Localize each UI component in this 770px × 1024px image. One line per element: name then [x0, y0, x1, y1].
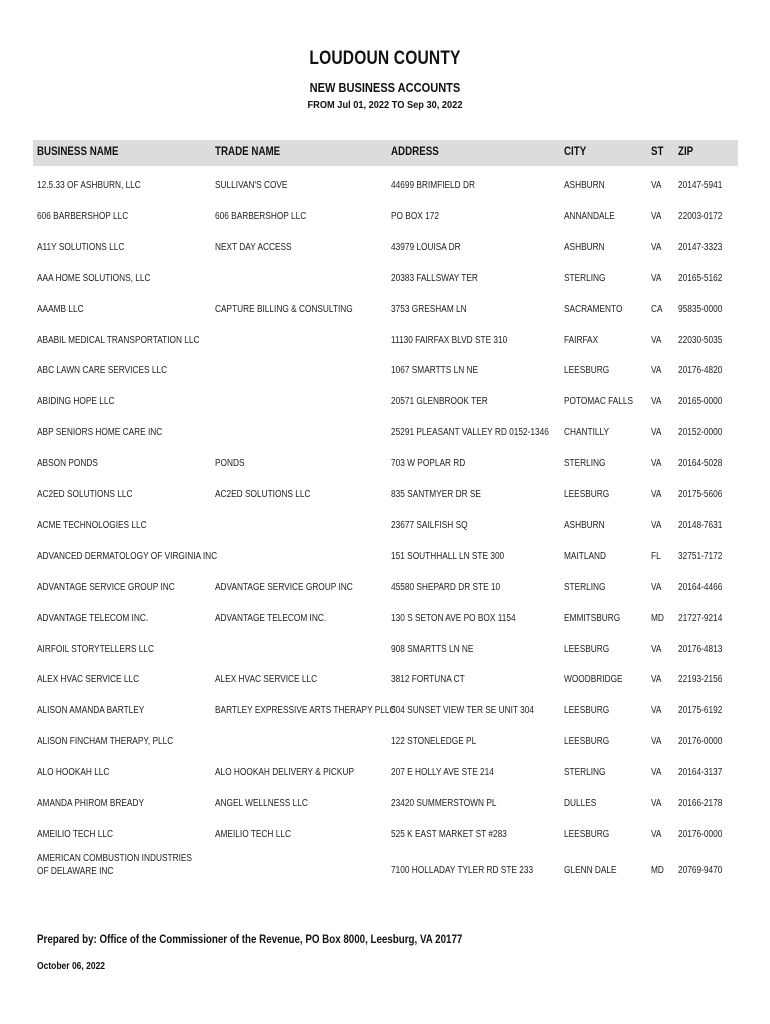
address-cell: 43979 LOUISA DR	[391, 242, 461, 253]
business-name-cell: ALO HOOKAH LLC	[37, 767, 110, 778]
zip-cell: 20176-4820	[678, 365, 723, 376]
city-cell: CHANTILLY	[564, 427, 610, 438]
state-cell: VA	[651, 705, 662, 716]
zip-cell: 20175-6192	[678, 705, 723, 716]
city-cell: STERLING	[564, 273, 606, 284]
trade-name-cell: BARTLEY EXPRESSIVE ARTS THERAPY PLLC	[215, 705, 396, 716]
trade-name-cell: AMEILIO TECH LLC	[215, 829, 291, 840]
address-cell: PO BOX 172	[391, 211, 439, 222]
address-cell: 122 STONELEDGE PL	[391, 736, 477, 747]
state-cell: FL	[651, 551, 661, 562]
business-name-cell: A11Y SOLUTIONS LLC	[37, 242, 125, 253]
address-cell: 44699 BRIMFIELD DR	[391, 180, 475, 191]
state-cell: VA	[651, 273, 662, 284]
zip-cell: 21727-9214	[678, 613, 723, 624]
address-cell: 23420 SUMMERSTOWN PL	[391, 798, 497, 809]
zip-cell: 32751-7172	[678, 551, 723, 562]
business-name-cell: ADVANCED DERMATOLOGY OF VIRGINIA INC	[37, 551, 218, 562]
zip-cell: 22193-2156	[678, 674, 723, 685]
zip-cell: 95835-0000	[678, 304, 723, 315]
state-cell: VA	[651, 736, 662, 747]
address-cell: 835 SANTMYER DR SE	[391, 489, 481, 500]
trade-name-cell: PONDS	[215, 458, 245, 469]
column-header-trade-name: TRADE NAME	[215, 146, 281, 158]
zip-cell: 20164-5028	[678, 458, 723, 469]
city-cell: SACRAMENTO	[564, 304, 623, 315]
state-cell: VA	[651, 427, 662, 438]
city-cell: STERLING	[564, 458, 606, 469]
state-cell: VA	[651, 458, 662, 469]
address-cell: 1067 SMARTTS LN NE	[391, 365, 479, 376]
zip-cell: 20176-0000	[678, 829, 723, 840]
city-cell: FAIRFAX	[564, 335, 599, 346]
business-name-cell: AMANDA PHIROM BREADY	[37, 798, 145, 809]
business-name-cell: AAAMB LLC	[37, 304, 84, 315]
business-name-cell: ALISON AMANDA BARTLEY	[37, 705, 145, 716]
state-cell: VA	[651, 180, 662, 191]
city-cell: DULLES	[564, 798, 597, 809]
report-subtitle: NEW BUSINESS ACCOUNTS	[309, 80, 461, 95]
state-cell: VA	[651, 674, 662, 685]
trade-name-cell: ALO HOOKAH DELIVERY & PICKUP	[215, 767, 354, 778]
city-cell: ANNANDALE	[564, 211, 615, 222]
zip-cell: 20176-4813	[678, 644, 723, 655]
address-cell: 25291 PLEASANT VALLEY RD 0152-1346	[391, 427, 549, 438]
state-cell: VA	[651, 489, 662, 500]
city-cell: GLENN DALE	[564, 865, 617, 876]
business-name-cell: AAA HOME SOLUTIONS, LLC	[37, 273, 151, 284]
state-cell: VA	[651, 396, 662, 407]
column-header-zip: ZIP	[678, 146, 694, 158]
trade-name-cell: NEXT DAY ACCESS	[215, 242, 292, 253]
state-cell: VA	[651, 365, 662, 376]
city-cell: LEESBURG	[564, 736, 610, 747]
address-cell: 20383 FALLSWAY TER	[391, 273, 478, 284]
business-name-cell: ABP SENIORS HOME CARE INC	[37, 427, 163, 438]
business-name-cell: AC2ED SOLUTIONS LLC	[37, 489, 133, 500]
column-header-state: ST	[651, 146, 664, 158]
zip-cell: 20164-4466	[678, 582, 723, 593]
city-cell: LEESBURG	[564, 489, 610, 500]
zip-cell: 20166-2178	[678, 798, 723, 809]
city-cell: LEESBURG	[564, 829, 610, 840]
report-date-range: FROM Jul 01, 2022 TO Sep 30, 2022	[307, 99, 463, 111]
zip-cell: 20152-0000	[678, 427, 723, 438]
column-header-business-name: BUSINESS NAME	[37, 146, 119, 158]
zip-cell: 20165-0000	[678, 396, 723, 407]
state-cell: VA	[651, 829, 662, 840]
business-name-cell: AMERICAN COMBUSTION INDUSTRIES OF DELAWARE INC	[37, 853, 192, 877]
state-cell: VA	[651, 644, 662, 655]
zip-cell: 20147-5941	[678, 180, 723, 191]
address-cell: 7100 HOLLADAY TYLER RD STE 233	[391, 865, 534, 876]
address-cell: 207 E HOLLY AVE STE 214	[391, 767, 494, 778]
address-cell: 11130 FAIRFAX BLVD STE 310	[391, 335, 508, 346]
state-cell: MD	[651, 613, 664, 624]
city-cell: WOODBRIDGE	[564, 674, 623, 685]
business-name-cell: ALISON FINCHAM THERAPY, PLLC	[37, 736, 174, 747]
trade-name-cell: ADVANTAGE SERVICE GROUP INC	[215, 582, 353, 593]
address-cell: 130 S SETON AVE PO BOX 1154	[391, 613, 516, 624]
state-cell: VA	[651, 335, 662, 346]
city-cell: LEESBURG	[564, 365, 610, 376]
zip-cell: 20769-9470	[678, 865, 723, 876]
address-cell: 525 K EAST MARKET ST #283	[391, 829, 507, 840]
zip-cell: 20147-3323	[678, 242, 723, 253]
trade-name-cell: CAPTURE BILLING & CONSULTING	[215, 304, 353, 315]
zip-cell: 20175-5606	[678, 489, 723, 500]
address-cell: 908 SMARTTS LN NE	[391, 644, 474, 655]
column-header-city: CITY	[564, 146, 587, 158]
city-cell: STERLING	[564, 582, 606, 593]
state-cell: VA	[651, 211, 662, 222]
business-name-cell: AMEILIO TECH LLC	[37, 829, 113, 840]
state-cell: VA	[651, 767, 662, 778]
business-name-cell: AIRFOIL STORYTELLERS LLC	[37, 644, 155, 655]
trade-name-cell: SULLIVAN'S COVE	[215, 180, 288, 191]
business-name-cell: ALEX HVAC SERVICE LLC	[37, 674, 140, 685]
city-cell: LEESBURG	[564, 644, 610, 655]
trade-name-cell: ANGEL WELLNESS LLC	[215, 798, 308, 809]
state-cell: MD	[651, 865, 664, 876]
business-name-cell: ABIDING HOPE LLC	[37, 396, 115, 407]
report-date: October 06, 2022	[37, 961, 106, 972]
state-cell: VA	[651, 582, 662, 593]
business-name-cell: ABSON PONDS	[37, 458, 98, 469]
city-cell: LEESBURG	[564, 705, 610, 716]
address-cell: 703 W POPLAR RD	[391, 458, 466, 469]
business-name-cell: 606 BARBERSHOP LLC	[37, 211, 129, 222]
table-header	[33, 140, 738, 166]
zip-cell: 22030-5035	[678, 335, 723, 346]
address-cell: 504 SUNSET VIEW TER SE UNIT 304	[391, 705, 535, 716]
address-cell: 3812 FORTUNA CT	[391, 674, 465, 685]
state-cell: VA	[651, 798, 662, 809]
trade-name-cell: ALEX HVAC SERVICE LLC	[215, 674, 318, 685]
address-cell: 23677 SAILFISH SQ	[391, 520, 468, 531]
zip-cell: 20165-5162	[678, 273, 723, 284]
city-cell: ASHBURN	[564, 242, 605, 253]
column-header-address: ADDRESS	[391, 146, 439, 158]
report-title: LOUDOUN COUNTY	[309, 48, 461, 69]
address-cell: 151 SOUTHHALL LN STE 300	[391, 551, 505, 562]
business-name-cell: ACME TECHNOLOGIES LLC	[37, 520, 147, 531]
zip-cell: 20164-3137	[678, 767, 723, 778]
state-cell: CA	[651, 304, 663, 315]
city-cell: EMMITSBURG	[564, 613, 621, 624]
trade-name-cell: 606 BARBERSHOP LLC	[215, 211, 307, 222]
zip-cell: 20176-0000	[678, 736, 723, 747]
business-name-cell: 12.5.33 OF ASHBURN, LLC	[37, 180, 141, 191]
business-name-cell: ADVANTAGE TELECOM INC.	[37, 613, 149, 624]
address-cell: 20571 GLENBROOK TER	[391, 396, 488, 407]
city-cell: ASHBURN	[564, 180, 605, 191]
city-cell: MAITLAND	[564, 551, 606, 562]
prepared-by: Prepared by: Office of the Commissioner of the Revenue, PO Box 8000, Leesburg, VA 20177	[37, 934, 463, 946]
state-cell: VA	[651, 520, 662, 531]
address-cell: 3753 GRESHAM LN	[391, 304, 467, 315]
city-cell: ASHBURN	[564, 520, 605, 531]
zip-cell: 20148-7631	[678, 520, 723, 531]
address-cell: 45580 SHEPARD DR STE 10	[391, 582, 501, 593]
business-name-cell: ABC LAWN CARE SERVICES LLC	[37, 365, 168, 376]
state-cell: VA	[651, 242, 662, 253]
city-cell: POTOMAC FALLS	[564, 396, 634, 407]
trade-name-cell: AC2ED SOLUTIONS LLC	[215, 489, 311, 500]
city-cell: STERLING	[564, 767, 606, 778]
trade-name-cell: ADVANTAGE TELECOM INC.	[215, 613, 327, 624]
business-name-cell: ADVANTAGE SERVICE GROUP INC	[37, 582, 175, 593]
zip-cell: 22003-0172	[678, 211, 723, 222]
business-name-cell: ABABIL MEDICAL TRANSPORTATION LLC	[37, 335, 200, 346]
